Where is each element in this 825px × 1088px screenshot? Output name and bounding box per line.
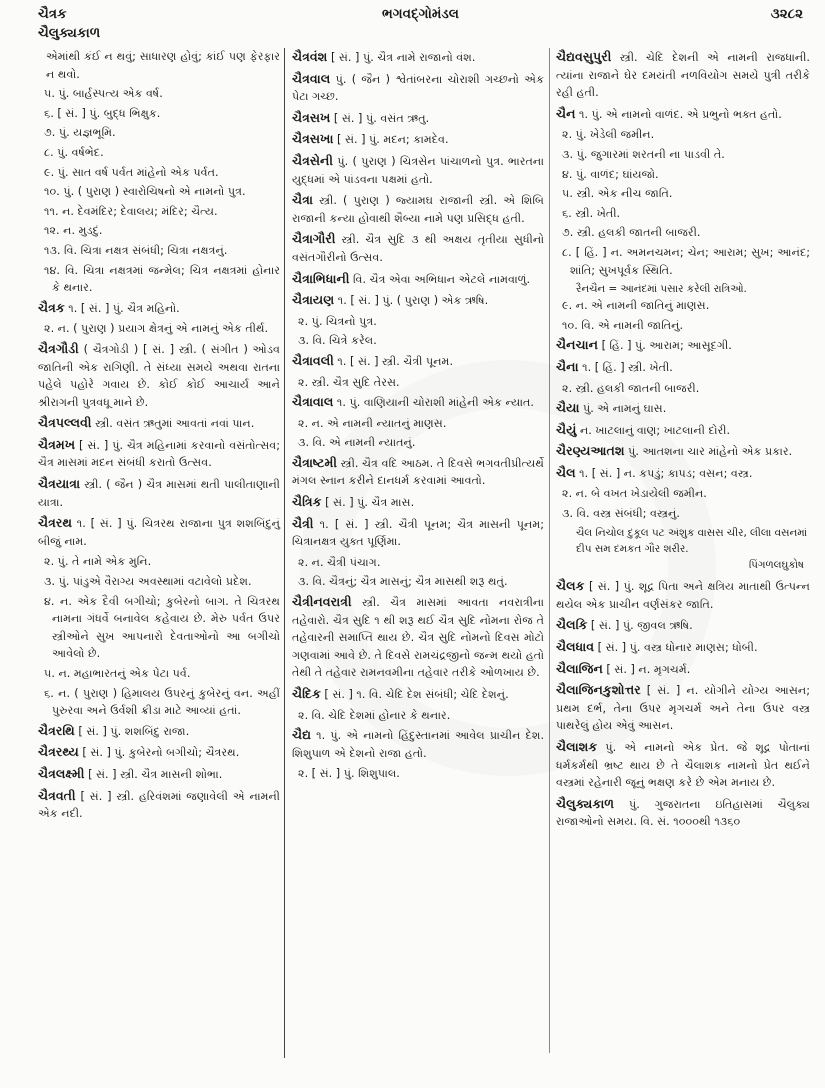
headword: ચૈત્રા	[292, 192, 313, 208]
dictionary-entry	[292, 685, 544, 704]
headword: ચૈત્રાભિધાની	[292, 270, 350, 286]
dictionary-entry	[556, 795, 810, 831]
dictionary-entry	[556, 105, 810, 124]
dictionary-entry	[38, 722, 280, 741]
headword: ચૈદિક	[292, 686, 321, 701]
headword: ચૈત્રાવાલ	[292, 394, 334, 410]
headword: ચૈયા	[556, 400, 580, 416]
definition: ૧. [ સં. ] સ્ત્રી. ચૈત્રી પૂનમ; ચૈત્ર માસની પૂનમ; ચિત્રાનક્ષત્ર યુક્ત પૂર્ણિમા.	[292, 517, 544, 549]
column-divider	[284, 48, 285, 1058]
definition: સ્ત્રી. ચૈત્ર વદિ આઠમ. તે દિવસે ભગવતીપ્રીત્યર્થે મંગલ સ્નાન કરીને દાનધર્મ કરવામાં આવતો.	[292, 456, 544, 488]
headword: ચૈત્રસખા	[292, 131, 334, 147]
dictionary-entry	[556, 48, 810, 102]
dictionary-entry	[292, 352, 544, 371]
definition-sense: ૧૪. વિ. ચિત્રા નક્ષત્રમાં જન્મેલ; ચિત્ર નક્ષત્રમાં હોનાર કે થનાર.	[44, 263, 280, 295]
quotation: ચૈલ નિચોલ દુકૂલ પટ અંશુક વાસસ ચીર, લીલા વસનમાં દીપ સમ દમકત ગૌર શરીર.	[576, 526, 808, 555]
definition: સ્ત્રી. ( જૈન ) ચૈત્ર માસમાં થતી પાલીતાણાની યાત્રા.	[38, 478, 280, 509]
definition: ન. ખાટલાનું વાણ; ખાટલાની દોરી.	[576, 423, 731, 437]
dictionary-entry	[556, 660, 810, 679]
definition-sense: ૭. સ્ત્રી. હલકી જાતની બાજરી.	[562, 226, 701, 240]
dictionary-entry	[38, 743, 280, 762]
headword: ચૈત્રસખ	[292, 109, 331, 125]
dictionary-entry	[292, 454, 544, 490]
headword: ચૈત્રરથ	[38, 515, 72, 531]
dictionary-entry	[292, 270, 544, 289]
dictionary-entry	[556, 399, 810, 418]
definition-sense: ૨. ન. એ નામની ન્યાતનું માણસ.	[298, 416, 447, 430]
definition-sense: ૨. પું. ચિત્રનો પુત્ર.	[298, 314, 377, 328]
definition-sense: ૯. ન. એ નામની જાતિનું માણસ.	[562, 299, 710, 313]
definition: ૧. પું. એ નામનો વાળંદ. એ પ્રભુનો ભક્ત હતો.	[575, 107, 782, 121]
definition-sense: ૨. વિ. ચેદિ દેશમાં હોનાર કે થનાર.	[298, 708, 451, 722]
definition-sense: ૫. ન. મહાભારતનું એક પેટા પર્વ.	[44, 667, 191, 680]
definition: [ સં. ] પું. શૂદ્ર પિતા અને ક્ષત્રિય માતાથી ઉત્પન્ન થયેલ એક પ્રાચીન વર્ણસંકર જાતિ.	[556, 580, 810, 611]
definition-sense: ૪. ન. એક દૈવી બગીચો; કુબેરનો બાગ. તે ચિત્રરથ નામના ગંધર્વે બનાવેલ કહેવાય છે. મેરુ પર્વત ઉપર સ્ત્રીઓને સુખ આપનારો દેવતાઓનો આ બગીચો આવેલો છે.	[44, 594, 280, 661]
headword: ચૈત્રયાત્રા	[38, 476, 81, 492]
dictionary-entry	[292, 109, 544, 128]
definition: [ સં. ] પું. ચૈત્ર મહિનામાં કરવાનો વસંતોત્સવ; ચૈત્ર માસમાં મદન સંબંધી કરાતો ઉત્સવ.	[38, 438, 280, 470]
definition: ૧. [ સં. ] પું. ( પુરાણ ) એક ઋષિ.	[334, 294, 489, 308]
definition-sense: ૮. [ હિં. ] ન. અમનચમન; ચેન; આરામ; સુખ; આનંદ; શાંતિ; સુખપૂર્વક સ્થિતિ.	[562, 245, 810, 277]
dictionary-entry	[556, 336, 810, 355]
definition: પું. ( જૈન ) શ્વેતાંબરના ચોરાશી ગચ્છનો એક પેટા ગચ્છ.	[292, 72, 544, 104]
dictionary-entry	[292, 70, 544, 106]
definition-sense: ૬. [ સં. ] પું. બુદ્ધ ભિક્ષુક.	[44, 106, 161, 120]
headword: ચૈલ	[556, 464, 576, 480]
dictionary-entry	[38, 436, 280, 472]
definition: [ સં. ] પું. કુબેરનો બગીચો; ચૈત્રરથ.	[78, 746, 240, 760]
definition: [ સં. ] સ્ત્રી. હરિવંશમાં જણાવેલી એ નામની એક નદી.	[38, 789, 280, 821]
headword: ચૈયું	[556, 421, 577, 437]
definition-sense: ૩. પું. પાંડુએ વૈરાગ્ય અવસ્થામાં વટાવેલો પ્રદેશ.	[44, 575, 252, 589]
dictionary-entry	[556, 358, 810, 377]
quotation-source: પિંગળલઘુકોષ	[748, 558, 804, 571]
headword: ચૈત્રિક	[292, 494, 322, 510]
definition: [ સં. ] પું. વસંત ઋતુ.	[330, 111, 430, 125]
column-3	[556, 48, 810, 834]
dictionary-entry	[38, 475, 280, 511]
headword: ચૈરણ્યઆતશ	[556, 443, 625, 459]
dictionary-entry	[292, 230, 544, 266]
headword: ચૈત્રવાલ	[292, 70, 331, 86]
definition-sense: ૨. ન. ( પુરાણ ) પ્રયાગ ક્ષેત્રનું એ નામનું એક તીર્થ.	[44, 322, 269, 336]
definition: [ હિં. ] પું. આરામ; આસૂદગી.	[598, 339, 732, 353]
headword: ચૈદ્યવસુપુરી	[556, 49, 612, 64]
dictionary-entry	[292, 593, 544, 682]
dictionary-entry	[556, 421, 810, 440]
definition: [ સં. ] પું. શશબિંદુ રાજા.	[74, 724, 190, 738]
header-last-guide-word: ચૈલુક્યકાળ	[38, 25, 101, 41]
definition: [ સં. ] પું. ચૈત્ર નામે રાજાનો વંશ.	[327, 51, 476, 64]
dictionary-entry	[38, 414, 280, 433]
dictionary-entry	[292, 515, 544, 551]
headword: ચૈદ્ય	[292, 727, 312, 743]
dictionary-entry	[292, 726, 544, 762]
quotation: રૈનચૈન = આનંદમાં પસાર કરેલી રાત્રિઓ.	[576, 283, 747, 296]
definition-sense: ૩. પું. જુગારમાં શરતની ના પાડવી તે.	[562, 147, 725, 161]
definition-sense: ૩. વિ. ચૈત્રનું; ચૈત્ર માસનું; ચૈત્ર માસથી શરૂ થતું.	[298, 575, 508, 589]
dictionary-entry	[292, 130, 544, 149]
headword: ચૈનચાન	[556, 337, 599, 353]
header-left-guide-word: ચૈત્રક	[38, 6, 67, 22]
dictionary-entry	[556, 442, 810, 461]
headword: ચૈત્રાયણ	[292, 292, 335, 308]
page-header	[38, 6, 803, 30]
definition: સ્ત્રી. ચેદિ દેશની એ નામની રાજધાની. ત્યાંના રાજાને ઘેર દમયંતી નળવિયોગ સમયે પુત્રી તરીકે રહી હતી.	[556, 51, 810, 100]
definition: [ સં. ] પું. વસ્ત્ર ધોનાર માણસ; ધોબી.	[594, 641, 758, 655]
headword: ચૈત્રરથ્ય	[38, 744, 79, 760]
headword: ચૈત્રાવલી	[292, 352, 334, 368]
definition: ૧. [ સં. ] ન. કપડું; કાપડ; વસન; વસ્ત્ર.	[575, 466, 753, 480]
definition-sense: ૨. સ્ત્રી. હલકી જાતની બાજરી.	[562, 381, 700, 395]
headword: ચૈલક	[556, 578, 585, 594]
definition: [ સં. ] પું. જીવલ ઋષિ.	[587, 619, 693, 633]
dictionary-entry	[292, 191, 544, 227]
dictionary-entry	[292, 291, 544, 310]
definition: પું. એ નામનો એક પ્રેત. જે શૂદ્ર પોતાનાં ધર્મકર્મથી ભ્રષ્ટ થાય છે તે ચૈલાશક નામનો પ્રેત થઈને વસ્ત્રમાં રહેનારી જૂનું ભક્ષણ કરે છે એમ મનાય છે.	[556, 741, 810, 790]
dictionary-entry	[292, 152, 544, 188]
dictionary-entry	[556, 638, 810, 657]
definition: ( ચૈત્રગોડી ) [ સં. ] સ્ત્રી. ( સંગીત ) ઓડવ જાતિની એક રાગિણી. તે સંધ્યા સમયે અથવા રાતના પહેલે પહોરે ગવાય છે. કોઈ કોઈ આચાર્ય આને શ્રીરાગની પુત્રવધૂ માને છે.	[38, 342, 280, 409]
definition: ૧. પું. વાણિયાની ચોરાશી માંહેની એક ન્યાત.	[333, 396, 534, 410]
definition-sense: ૨. સ્ત્રી. ચૈત્ર સુદિ તેરસ.	[298, 375, 400, 389]
dictionary-entry	[38, 299, 280, 318]
headword: ચૈલાજિન	[556, 660, 603, 676]
headword: ચૈત્રવંશ	[292, 49, 328, 64]
definition: ૧. [ સં. ] પું. ચિત્રરથ રાજાના પુત્ર શશબિંદુનું બીજું નામ.	[38, 517, 280, 548]
dictionary-entry	[556, 616, 810, 635]
column-divider	[549, 48, 550, 1053]
definition: વિ. ચૈત્ર એવા અભિધાન એટલે નામવાળું.	[349, 272, 530, 286]
definition-sense: ૨. [ સં. ] પું. શિશુપાલ.	[298, 767, 400, 781]
definition-sense: ૭. પું. યજ્ઞભૂમિ.	[44, 126, 116, 140]
dictionary-entry	[556, 577, 810, 613]
definition: ૧. [ સં. ] પું. ચૈત્ર મહિનો.	[64, 301, 180, 315]
headword: ચૈત્રી	[292, 515, 314, 531]
dictionary-entry	[292, 393, 544, 412]
definition-sense: ૫. સ્ત્રી. એક નીચ જાતિ.	[562, 187, 673, 201]
headword: ચૈત્રાગૌરી	[292, 231, 336, 247]
headword: ચૈલકિ	[556, 617, 588, 633]
definition: [ સં. ] ન. યોગીને યોગ્ય આસન; પ્રથમ દર્ભ, તેના ઉપર મૃગચર્મ અને તેના ઉપર વસ્ત્ર પાથરેલું હોય એવું આસન.	[556, 684, 810, 733]
definition: [ સં. ] પું. મદન; કામદેવ.	[333, 133, 449, 147]
headword: ચૈત્રપલ્લવી	[38, 415, 92, 431]
definition: સ્ત્રી. ( પુરાણ ) જ્યામઘ રાજાની સ્ત્રી. એ શિબિ રાજાની કન્યા હોવાથી શૈબ્યા નામે પણ પ્રસિદ્ધ હતી.	[292, 194, 544, 225]
definition-sense: ૨. ન. ચૈત્રી પંચાગ.	[298, 555, 381, 569]
headword: ચૈલાશક	[556, 739, 598, 754]
definition: સ્ત્રી. ચૈત્ર માસમાં આવતા નવરાત્રીના તહેવારો. ચૈત્ર સુદિ ૧ થી શરૂ થઈ ચૈત્ર સુદિ નોમના રોજ તે તહેવારની સમાપ્તિ થાય છે. ચૈત્ર સુદિ નોમનો દિવસ મોટો ગણવામાં આવે છે. તે દિવસે રામચંદ્રજીનો જન્મ થયો હતો તેથી તે તહેવાર રામનવમીના તહેવાર તરીકે ઓળખાય છે.	[292, 596, 544, 680]
definition: ૧. [ હિં. ] સ્ત્રી. ખેતી.	[578, 360, 673, 374]
definition-sense: ૫. પું. બાર્હસ્પત્ય એક વર્ષ.	[44, 87, 163, 101]
headword: ચૈત્રક	[38, 299, 65, 315]
definition: ૧. પું. એ નામનો હિંદુસ્તાનમાં આવેલ પ્રાચીન દેશ. શિશુપાળ એ દેશનો રાજા હતો.	[292, 729, 544, 760]
headword: ચૈત્રલક્ષ્મી	[38, 765, 85, 781]
headword: ચૈલુક્યકાળ	[556, 795, 615, 811]
definition-sense: ૩. વિ. ચિત્રે કરેલ.	[298, 334, 377, 348]
page-number: ૩૨૮૨	[770, 6, 803, 22]
dictionary-entry	[38, 787, 280, 823]
dictionary-entry	[556, 738, 810, 792]
headword: ચૈના	[556, 358, 579, 374]
dictionary-entry	[38, 765, 280, 784]
definition-sense: ૬. ન. ( પુરાણ ) હિમાલય ઉપરનું કુબેરનું વન. અહીં પુરુરવા અને ઉર્વશી ક્રીડા માટે આવ્યાં હતાં.	[44, 686, 280, 718]
headword: ચૈત્રવતી	[38, 787, 76, 803]
headword: ચૈત્રીનવરાત્રી	[292, 594, 352, 610]
definition-sense: ૧૦. પું. ( પુરાણ ) સ્વારોચિષનો એ નામનો પુત્ર.	[44, 185, 246, 199]
definition: પું. ગુજરાતના ઇતિહાસમાં ચૈલુક્ય રાજાઓનો સમય. વિ. સં. ૧૦૦૦થી ૧૩૬૦	[556, 797, 810, 829]
headword: ચૈત્રગૌડી	[38, 340, 79, 356]
dictionary-entry	[38, 340, 280, 411]
definition: [ સં. ] સ્ત્રી. ચૈત્ર માસની શોભા.	[84, 767, 223, 781]
definition-sense: ૩. વિ. વસ્ત્ર સંબંધી; વસ્ત્રનું.	[562, 507, 680, 521]
definition: પું. એ નામનું ઘાસ.	[579, 402, 667, 416]
dictionary-entry	[556, 464, 810, 483]
definition: પું. ( પુરાણ ) ચિત્રસેન પાંચાળનો પુત્ર. ભારતના યુદ્ધમાં એ પાંડવના પક્ષમાં હતો.	[292, 154, 544, 186]
definition-sense: ૩. વિ. એ નામની ન્યાતનું.	[298, 436, 416, 450]
definition-sense: ૧૩. વિ. ચિત્રા નક્ષત્ર સંબંધી; ચિત્રા નક્ષત્રનું.	[44, 243, 228, 257]
definition-sense: ૬. સ્ત્રી. ખેતી.	[562, 206, 621, 220]
definition: સ્ત્રી. વસંત ઋતુમાં આવતાં નવાં પાન.	[91, 417, 255, 431]
headword: ચૈત્રરથિ	[38, 722, 75, 738]
headword: ચૈત્રમખ	[38, 436, 76, 452]
definition-sense: ૮. પું. વર્ષભેદ.	[44, 145, 104, 159]
definition: [ સં. ] ૧. વિ. ચેદિ દેશ સંબંધી; ચેદિ દેશનું.	[320, 688, 509, 701]
definition: [ સં. ] પું. ચૈત્ર માસ.	[321, 496, 415, 510]
dictionary-entry	[38, 514, 280, 550]
book-title: ભગવદ્ગોમંડલ	[382, 6, 459, 22]
dictionary-entry	[292, 48, 544, 67]
definition: સ્ત્રી. ચૈત્ર સુદિ ૩ થી અક્ષય તૃતીયા સુધીનો વસંતગૌરીનો ઉત્સવ.	[292, 233, 544, 264]
headword: ચૈત્રસેની	[292, 152, 334, 168]
definition: પું. આતશના ચાર માંહેનો એક પ્રકાર.	[624, 445, 793, 459]
definition-sense: ૨. પું. તે નામે એક મુનિ.	[44, 555, 152, 569]
column-1	[38, 48, 280, 826]
dictionary-entry	[292, 493, 544, 512]
definition-sense: ૧૧. ન. દેવમંદિર; દેવાલય; મંદિર; ચૈત્ય.	[44, 204, 218, 218]
headword: ચૈત્રાષ્ટમી	[292, 454, 338, 470]
headword: ચૈન	[556, 105, 576, 121]
definition: [ સં. ] ન. મૃગચર્મ.	[602, 662, 691, 676]
column-2	[292, 48, 544, 785]
headword: ચૈલાજિનકુશોત્તર	[556, 682, 641, 698]
definition-sense: ૨. પું. ખેડેલી જમીન.	[562, 128, 655, 142]
definition: ૧. [ સં. ] સ્ત્રી. ચૈત્રી પૂનમ.	[333, 354, 454, 368]
definition-sense: ૧૨. ન. મુડદું.	[44, 224, 103, 238]
dictionary-entry	[556, 681, 810, 735]
definition-sense: ૧૦. વિ. એ નામની જાતિનું.	[562, 318, 684, 332]
definition-sense: ૪. પું. વાળંદ; ઘાંયજો.	[562, 167, 659, 181]
definition-sense: ૨. ન. બે વખત ખેડાયેલી જમીન.	[562, 487, 707, 501]
definition-continuation: એમાંથી કંઈ ન થવું; સાધારણ હોવું; કાંઈ પણ ફેરફાર ન થવો.	[46, 50, 280, 81]
definition-sense: ૯. પું. સાત વર્ષ પર્વત માંહેનો એક પર્વત.	[44, 165, 219, 179]
headword: ચૈલધાવ	[556, 639, 595, 655]
